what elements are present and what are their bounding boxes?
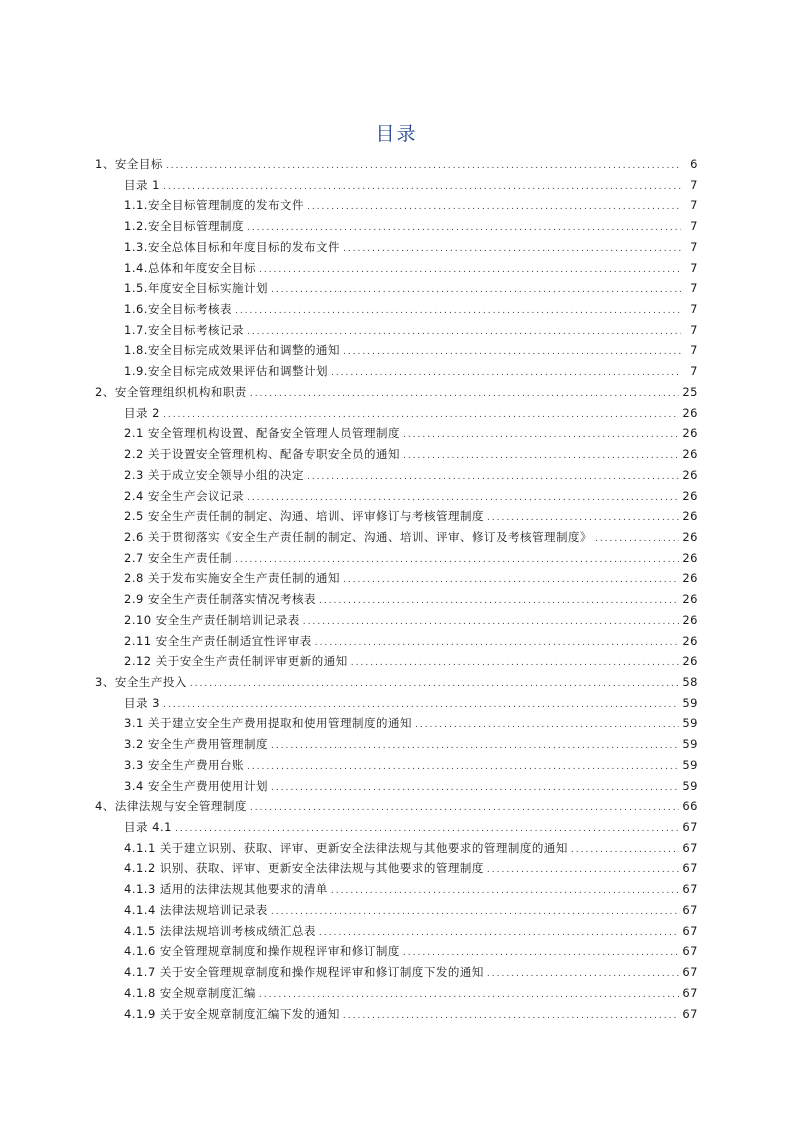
toc-entry[interactable] [124,237,698,258]
toc-entry-page-number: 26 [682,571,698,586]
toc-entry-label: 2.11 安全生产责任制适宜性评审表 [124,633,312,648]
toc-entry[interactable] [124,320,698,341]
toc-dot-leader [247,757,679,778]
toc-dot-leader [403,446,679,467]
toc-entry[interactable] [124,506,698,527]
toc-entry[interactable] [124,713,698,734]
toc-entry-page-number: 26 [682,654,698,669]
toc-entry[interactable] [124,941,698,962]
toc-dot-leader [303,612,680,633]
toc-dot-leader [271,280,681,301]
toc-entry-label: 2.4 安全生产会议记录 [124,488,244,503]
toc-entry[interactable] [124,962,698,983]
toc-entry[interactable] [95,672,698,693]
toc-entry-label: 4.1.3 适用的法律法规其他要求的清单 [124,882,328,897]
toc-entry-page-number: 59 [682,737,698,752]
toc-entry-page-number: 67 [682,923,698,938]
toc-dot-leader [271,736,679,757]
toc-entry-page-number: 67 [682,944,698,959]
toc-entry-page-number: 58 [682,675,698,689]
toc-entry-page-number: 66 [682,799,698,814]
toc-entry-label: 2.8 关于发布实施安全生产责任制的通知 [124,571,340,586]
toc-entry-page-number: 59 [682,695,698,710]
toc-dot-leader [235,550,679,571]
toc-dot-leader [343,239,681,260]
toc-entry-page-number: 26 [682,550,698,565]
toc-entry[interactable] [124,858,698,879]
toc-entry-page-number: 67 [682,820,698,835]
toc-entry-page-number: 6 [690,157,698,171]
toc-entry-page-number: 59 [682,716,698,731]
toc-entry-page-number: 59 [682,757,698,772]
toc-dot-leader [250,798,680,819]
toc-entry-page-number: 7 [690,219,698,234]
toc-entry-page-number: 67 [682,965,698,980]
toc-entry-label: 1.3.安全总体目标和年度目标的发布文件 [124,239,340,254]
toc-entry[interactable] [124,631,698,652]
toc-entry-label: 1.6.安全目标考核表 [124,302,232,317]
toc-entry-page-number: 7 [690,302,698,317]
toc-entry-page-number: 67 [682,882,698,897]
toc-dot-leader [190,674,680,695]
toc-entry[interactable] [124,589,698,610]
toc-entry-label: 3.4 安全生产费用使用计划 [124,778,268,793]
toc-entry-page-number: 67 [682,985,698,1000]
toc-entry-label: 4.1.9 关于安全规章制度汇编下发的通知 [124,1006,340,1021]
toc-entry-label: 目录 4.1 [124,820,172,835]
toc-entry-label: 3.1 关于建立安全生产费用提取和使用管理制度的通知 [124,716,412,731]
toc-entry-page-number: 26 [682,633,698,648]
toc-entry[interactable] [124,486,698,507]
toc-dot-leader [175,819,679,840]
toc-entry-label: 2.10 安全生产责任制培训记录表 [124,612,300,627]
toc-entry[interactable] [124,465,698,486]
toc-entry-label: 1.4.总体和年度安全目标 [124,260,256,275]
toc-dot-leader [343,342,681,363]
toc-entry-page-number: 26 [682,592,698,607]
toc-dot-leader [343,570,679,591]
toc-entry-page-number: 59 [682,778,698,793]
toc-entry-label: 2.1 安全管理机构设置、配备安全管理人员管理制度 [124,426,400,441]
toc-entry-label: 2.6 关于贯彻落实《安全生产责任制的制定、沟通、培训、评审、修订及考核管理制度》 [124,529,592,544]
toc-entry-page-number: 67 [682,861,698,876]
toc-entry-label: 3.3 安全生产费用台账 [124,757,244,772]
toc-dot-leader [403,425,679,446]
toc-entry[interactable] [124,921,698,942]
toc-dot-leader [163,177,681,198]
toc-entry-page-number: 7 [690,343,698,358]
toc-entry-page-number: 7 [690,322,698,337]
toc-entry[interactable] [124,693,698,714]
toc-entry-label: 目录 3 [124,695,160,710]
toc-entry[interactable] [124,776,698,797]
toc-entry[interactable] [124,444,698,465]
toc-title: 目录 [375,123,418,145]
toc-entry[interactable] [124,651,698,672]
toc-entry-page-number: 26 [682,467,698,482]
toc-entry[interactable] [124,900,698,921]
toc-dot-leader [271,902,679,923]
toc-entry-page-number: 26 [682,405,698,420]
toc-dot-leader [487,964,679,985]
toc-entry-label: 1.9.安全目标完成效果评估和调整计划 [124,364,328,379]
toc-entry[interactable] [124,340,698,361]
toc-entry[interactable] [124,403,698,424]
toc-entry-page-number: 7 [690,198,698,213]
toc-entry[interactable] [124,175,698,196]
toc-entry[interactable] [124,527,698,548]
toc-entry-page-number: 26 [682,529,698,544]
toc-dot-leader [259,985,679,1006]
toc-entry-label: 目录 1 [124,177,160,192]
toc-dot-leader [343,1006,679,1027]
toc-entry-page-number: 26 [682,447,698,462]
toc-dot-leader [319,923,679,944]
toc-entry-label: 1.8.安全目标完成效果评估和调整的通知 [124,343,340,358]
toc-entry[interactable] [124,983,698,1004]
toc-dot-leader [307,467,679,488]
toc-entry[interactable] [124,610,698,631]
toc-entry-page-number: 25 [682,384,698,399]
toc-dot-leader [163,695,679,716]
toc-dot-leader [247,218,681,239]
toc-dot-leader [307,197,681,218]
toc-dot-leader [403,943,679,964]
toc-entry-label: 2.2 关于设置安全管理机构、配备专职安全员的通知 [124,447,400,462]
toc-entry[interactable] [124,278,698,299]
toc-dot-leader [259,260,681,281]
toc-entry-label: 2.3 关于成立安全领导小组的决定 [124,467,304,482]
toc-entry[interactable] [124,216,698,237]
toc-entry-label: 4.1.4 法律法规培训记录表 [124,902,268,917]
toc-entry-label: 2.5 安全生产责任制的制定、沟通、培训、评审修订与考核管理制度 [124,509,484,524]
toc-entry-label: 4.1.6 安全管理规章制度和操作规程评审和修订制度 [124,944,400,959]
toc-entry[interactable] [124,568,698,589]
toc-entry-page-number: 7 [690,281,698,296]
toc-entry-page-number: 7 [690,239,698,254]
toc-entry[interactable] [124,734,698,755]
toc-entry[interactable] [124,838,698,859]
toc-entry-page-number: 7 [690,177,698,192]
toc-entry[interactable] [124,258,698,279]
toc-entry-label: 1.2.安全目标管理制度 [124,219,244,234]
toc-dot-leader [166,156,681,177]
toc-entry-label: 3、安全生产投入 [95,675,187,689]
toc-entry-page-number: 26 [682,612,698,627]
toc-entry-label: 3.2 安全生产费用管理制度 [124,737,268,752]
toc-dot-leader [271,778,679,799]
toc-entry[interactable] [124,1004,698,1025]
toc-entry[interactable] [124,755,698,776]
toc-dot-leader [163,405,679,426]
toc-entry-label: 1.5.年度安全目标实施计划 [124,281,268,296]
toc-dot-leader [235,301,681,322]
toc-entry-page-number: 26 [682,426,698,441]
toc-entry-page-number: 7 [690,364,698,379]
toc-entry[interactable] [124,423,698,444]
toc-entry[interactable] [124,361,698,382]
toc-dot-leader [487,508,679,529]
toc-entry-label: 1.7.安全目标考核记录 [124,322,244,337]
toc-dot-leader [319,591,679,612]
toc-entry-page-number: 67 [682,840,698,855]
toc-entry[interactable] [124,548,698,569]
toc-entry-page-number: 67 [682,902,698,917]
toc-entry-label: 1、安全目标 [95,157,163,171]
toc-entry-label: 2、安全管理组织机构和职责 [95,384,247,399]
toc-entry-label: 2.9 安全生产责任制落实情况考核表 [124,592,316,607]
toc-dot-leader [247,322,681,343]
toc-entry-page-number: 67 [682,1006,698,1021]
toc-entry-label: 4、法律法规与安全管理制度 [95,799,247,814]
toc-dot-leader [250,384,680,405]
toc-entry[interactable] [124,195,698,216]
toc-dot-leader [247,488,679,509]
toc-entry[interactable] [95,382,698,403]
toc-entry-label: 目录 2 [124,405,160,420]
toc-entry-label: 2.12 关于安全生产责任制评审更新的通知 [124,654,348,669]
toc-entry[interactable] [95,154,698,175]
toc-dot-leader [571,840,679,861]
toc-entry-page-number: 26 [682,488,698,503]
toc-entry-label: 4.1.2 识别、获取、评审、更新安全法律法规与其他要求的管理制度 [124,861,484,876]
toc-entry-label: 4.1.8 安全规章制度汇编 [124,985,256,1000]
toc-entry-label: 1.1.安全目标管理制度的发布文件 [124,198,304,213]
toc-entry-page-number: 26 [682,509,698,524]
toc-dot-leader [415,715,679,736]
toc-dot-leader [331,881,679,902]
toc-entry-page-number: 7 [690,260,698,275]
toc-entry-label: 4.1.5 法律法规培训考核成绩汇总表 [124,923,316,938]
toc-entry[interactable] [124,879,698,900]
toc-entry-label: 2.7 安全生产责任制 [124,550,232,565]
toc-entry-label: 4.1.7 关于安全管理规章制度和操作规程评审和修订制度下发的通知 [124,965,484,980]
toc-dot-leader [351,653,680,674]
toc-dot-leader [595,529,679,550]
toc-entry[interactable] [124,299,698,320]
toc-entry[interactable] [124,817,698,838]
toc-entry[interactable] [95,796,698,817]
toc-dot-leader [331,363,681,384]
toc-entry-label: 4.1.1 关于建立识别、获取、评审、更新安全法律法规与其他要求的管理制度的通知 [124,840,568,855]
toc-dot-leader [315,633,680,654]
toc-dot-leader [487,860,679,881]
